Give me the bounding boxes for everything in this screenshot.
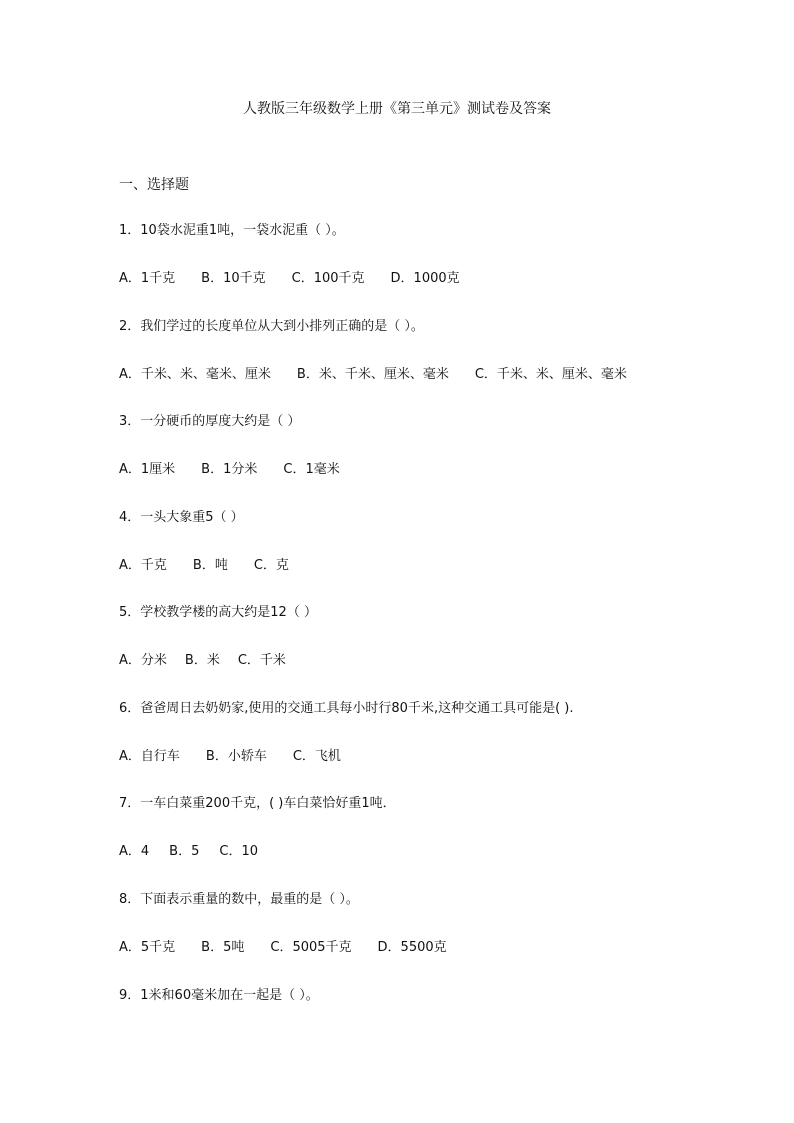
option-a: A．自行车 — [119, 749, 180, 764]
question-5-stem: 5．学校教学楼的高大约是12（ ） — [119, 605, 317, 620]
option-b: B．10千克 — [201, 271, 266, 286]
option-b: B．吨 — [192, 558, 228, 573]
option-a: A．千克 — [119, 558, 167, 573]
question-1-options — [119, 270, 460, 288]
option-b: B．小轿车 — [205, 749, 267, 764]
option-c: C．千米 — [237, 653, 286, 668]
option-b: B．5 — [169, 844, 200, 859]
option-a: A．5千克 — [119, 940, 176, 955]
option-a: A．1千克 — [119, 271, 176, 286]
question-4-stem: 4．一头大象重5（ ） — [119, 510, 244, 525]
question-5-options — [119, 652, 286, 670]
option-b: B．米 — [184, 653, 220, 668]
question-7-options — [119, 843, 258, 861]
question-1-stem: 1．10袋水泥重1吨，一袋水泥重（ ）。 — [119, 223, 345, 238]
option-c: C．千米、米、厘米、毫米 — [474, 367, 627, 382]
option-c: C．100千克 — [291, 271, 365, 286]
option-c: C．克 — [253, 558, 289, 573]
option-a: A．1厘米 — [119, 462, 176, 477]
question-7-stem: 7．一车白菜重200千克，( )车白菜恰好重1吨． — [119, 796, 396, 811]
option-c: C．10 — [219, 844, 258, 859]
option-a: A．千米、米、毫米、厘米 — [119, 367, 271, 382]
option-c: C．飞机 — [292, 749, 341, 764]
question-2-stem: 2．我们学过的长度单位从大到小排列正确的是（ ）。 — [119, 319, 424, 334]
question-6-stem: 6．爸爸周日去奶奶家,使用的交通工具每小时行80千米,这种交通工具可能是( ). — [119, 701, 574, 716]
option-b: B．1分米 — [201, 462, 258, 477]
question-9-stem: 9．1米和60毫米加在一起是（ ）。 — [119, 988, 319, 1003]
option-b: B．5吨 — [201, 940, 245, 955]
option-c: C．1毫米 — [283, 462, 340, 477]
option-a: A．4 — [119, 844, 150, 859]
section-heading: 一、选择题 — [119, 177, 189, 193]
question-6-options — [119, 748, 341, 766]
option-a: A．分米 — [119, 653, 167, 668]
document-title: 人教版三年级数学上册《第三单元》测试卷及答案 — [243, 101, 551, 117]
question-3-stem: 3．一分硬币的厚度大约是（ ） — [119, 414, 301, 429]
question-4-options — [119, 557, 289, 575]
option-c: C．5005千克 — [270, 940, 352, 955]
question-8-options — [119, 939, 447, 957]
question-8-stem: 8．下面表示重量的数中，最重的是（ ）。 — [119, 892, 359, 907]
question-3-options — [119, 461, 340, 479]
option-b: B．米、千米、厘米、毫米 — [296, 367, 449, 382]
option-d: D．1000克 — [390, 271, 460, 286]
question-2-options — [119, 366, 627, 384]
option-d: D．5500克 — [377, 940, 447, 955]
